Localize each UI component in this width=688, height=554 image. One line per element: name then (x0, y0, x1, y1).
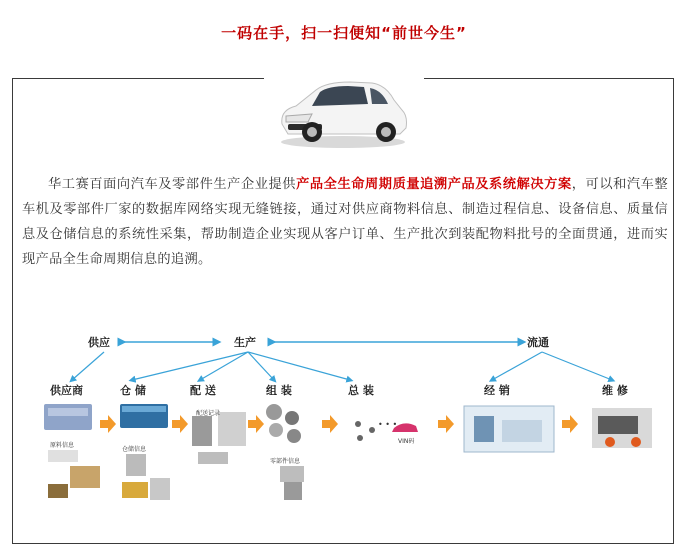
page-title: 一码在手，扫一扫便知“前世今生” (221, 24, 467, 42)
intro-text-after: ，可以和汽车整车机及零部件厂家的数据库网络实现无缝链接，通过对供应商物料信息、制造过程信息、设备信息、质量信息及仓储信息的系统性采集，帮助制造企业实现从客户订单、生产批次到装配物料批号的全面贯通，进而实现产品全生命周期信息的追溯。 (22, 177, 668, 267)
label-material-info: 原料信息 (50, 442, 75, 449)
label-production: 生产 (234, 336, 256, 349)
branch-lines (72, 352, 612, 380)
label-warehouse-info: 仓储信息 (122, 446, 147, 453)
car-illustration (268, 70, 418, 150)
intro-text-before: 华工赛百面向汽车及零部件生产企业提供 (48, 177, 297, 192)
label-dots: • • • (378, 420, 398, 429)
diagram-connectors (22, 320, 668, 530)
intro-paragraph (22, 172, 668, 272)
label-delivery-record: 配送记录 (196, 410, 221, 417)
label-circulation: 流通 (527, 336, 549, 349)
intro-highlight: 产品全生命周期质量追溯产品及系统解决方案 (296, 177, 572, 192)
label-supply: 供应 (88, 336, 110, 349)
traceability-diagram (22, 320, 668, 530)
stage-supplier: 供应商 (50, 384, 83, 397)
label-vin: VIN码 (398, 438, 415, 445)
stage-maintenance: 维 修 (602, 384, 628, 397)
stage-final-assembly: 总 装 (348, 384, 374, 397)
stage-sales: 经 销 (484, 384, 510, 397)
stage-assembly: 组 装 (266, 384, 292, 397)
stage-warehouse: 仓 储 (120, 384, 146, 397)
label-parts-info: 零部件信息 (270, 458, 301, 465)
stage-delivery: 配 送 (190, 384, 216, 397)
